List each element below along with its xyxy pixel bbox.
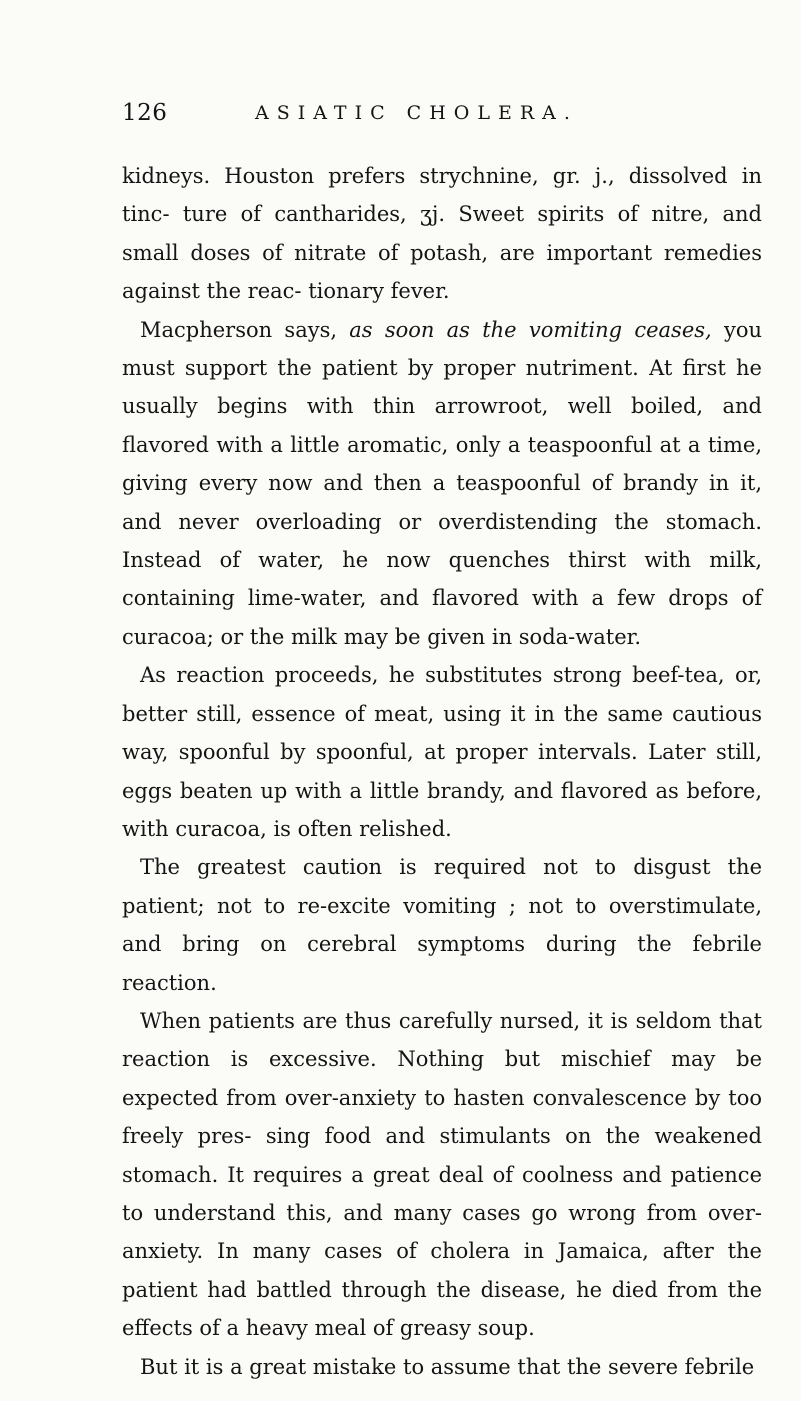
- italic-phrase: as soon as the vomiting ceases,: [349, 317, 712, 342]
- paragraph-5: When patients are thus carefully nursed, it is seldom that reaction is excessive. Nothing but mischief may be expected from over-anxiety to hasten convalescence by too freely pres- sing food and stimulants on the weakened stomach. It requires a great deal of coolness and patience to understand this, and many cases go wrong from over-anxiety. In many cases of cholera in Jamaica, after the patient had battled through the disease, he died from the effects of a heavy meal of greasy soup.: [122, 1008, 762, 1341]
- running-head: [122, 98, 762, 132]
- paragraph-2-rest: you must support the patient by proper nutriment. At first he usually begins with thin arrowroot, well boiled, and flavored with a little aromatic, only a teaspoonful at a time, giving every now and then a teaspoonful of brandy in it, and never overloading or overdistending the stomach. Instead of water, he now quenches thirst with milk, containing lime-water, and flavored with a few drops of curacoa; or the milk may be given in soda-water.: [122, 317, 762, 649]
- says-text: says,: [272, 317, 350, 342]
- paragraph-4: The greatest caution is required not to disgust the patient; not to re-excite vomiting ; not to overstimulate, and bring on cerebral symptoms during the febrile reaction.: [122, 855, 762, 995]
- paragraph-1: kidneys. Houston prefers strychnine, gr. j., dissolved in tinc- ture of cantharides, ʒj. Sweet spirits of nitre, and small doses of nitrate of potash, are important remedies against the reac- tionary fever.: [122, 164, 762, 304]
- author-name: Macpherson: [140, 317, 273, 342]
- paragraph-2: [122, 311, 762, 657]
- paragraph-3: As reaction proceeds, he substitutes strong beef-tea, or, better still, essence of meat, using it in the same cautious way, spoonful by spoonful, at proper intervals. Later still, eggs beaten up with a little brandy, and flavored as before, with curacoa, is often relished.: [122, 663, 762, 841]
- paragraph-6: But it is a great mistake to assume that the severe febrile: [140, 1354, 755, 1379]
- page-number: 126: [122, 100, 168, 126]
- running-title: ASIATIC CHOLERA.: [255, 102, 578, 124]
- body-text: [122, 157, 762, 1386]
